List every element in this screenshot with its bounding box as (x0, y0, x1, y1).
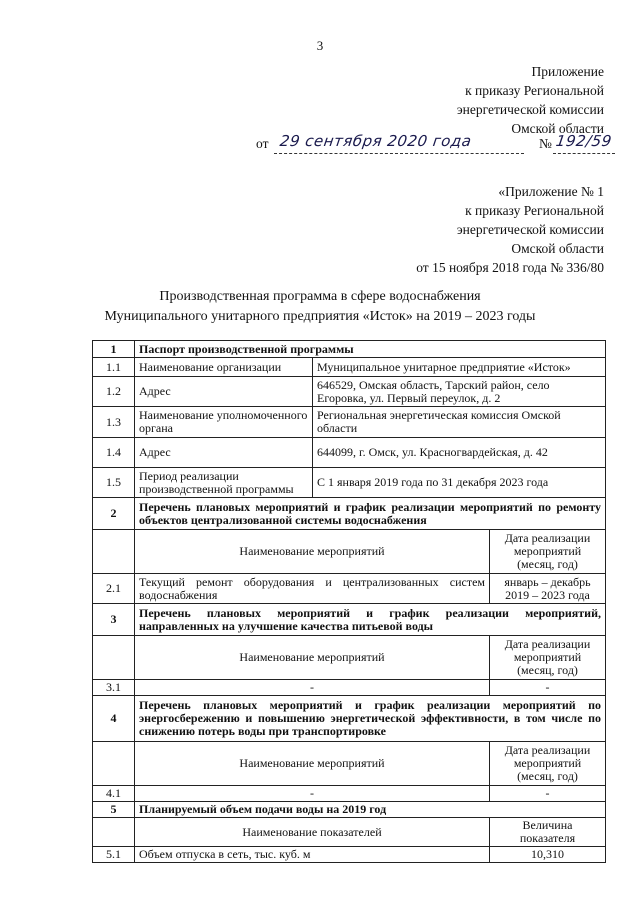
title-line: Производственная программа в сфере водоснабжения (159, 289, 481, 304)
table-row (93, 574, 606, 604)
empty-cell (93, 636, 135, 680)
row-label: Наименование организации (135, 358, 313, 377)
page-number: 3 (316, 38, 324, 53)
appendix-line: Омской области (511, 121, 604, 136)
table-row (93, 358, 606, 377)
table-row (93, 407, 606, 438)
row-number: 1.4 (93, 438, 135, 468)
row-number: 5.1 (93, 847, 135, 863)
table-row (93, 530, 606, 574)
empty-cell (93, 818, 135, 847)
table-row (93, 636, 606, 680)
row-label: Период реализации производственной программы (135, 468, 313, 498)
table-row (93, 818, 606, 847)
section-title: Паспорт производственной программы (135, 341, 606, 358)
table-row (93, 438, 606, 468)
document-title (0, 287, 640, 327)
column-header-date: Дата реализации мероприятий (месяц, год) (490, 636, 606, 680)
column-header-name: Наименование мероприятий (135, 530, 490, 574)
table-row (93, 341, 606, 358)
empty-cell (93, 742, 135, 786)
row-date: - (490, 786, 606, 802)
section-number: 5 (93, 802, 135, 818)
section-number: 4 (93, 696, 135, 742)
handwritten-number: 192/59 (554, 132, 614, 150)
table-row (93, 786, 606, 802)
row-value: С 1 января 2019 года по 31 декабря 2023 года (313, 468, 606, 498)
table-row (93, 742, 606, 786)
table-row (93, 377, 606, 407)
row-number: 2.1 (93, 574, 135, 604)
column-header-value: Величина показателя (490, 818, 606, 847)
table-row (93, 696, 606, 742)
appendix-line: энергетической комиссии (456, 102, 604, 117)
row-date: - (490, 680, 606, 696)
date-underline (274, 153, 524, 154)
number-label: № (539, 136, 552, 151)
row-date: январь – декабрь 2019 – 2023 года (490, 574, 606, 604)
row-name: Текущий ремонт оборудования и централизованных систем водоснабжения (135, 574, 490, 604)
table-row (93, 604, 606, 636)
section-title: Перечень плановых мероприятий и график реализации мероприятий, направленных на улучшение качества питьевой воды (135, 604, 606, 636)
appendix-header (457, 62, 604, 138)
section-number: 1 (93, 341, 135, 358)
handwritten-date: 29 сентября 2020 года (278, 132, 473, 150)
table-row (93, 468, 606, 498)
row-number: 1.5 (93, 468, 135, 498)
row-number: 1.1 (93, 358, 135, 377)
appendix-line: Омской области (511, 241, 604, 256)
section-title: Перечень плановых мероприятий и график реализации мероприятий по энергосбережению и повышению энергетической эффективности, в том числе по снижению потерь воды при транспортировке (135, 696, 606, 742)
table-row (93, 847, 606, 863)
row-value: Региональная энергетическая комиссия Омской области (313, 407, 606, 438)
row-value: Муниципальное унитарное предприятие «Исток» (313, 358, 606, 377)
title-line: Муниципального унитарного предприятия «Исток» на 2019 – 2023 годы (104, 309, 536, 324)
row-value: 644099, г. Омск, ул. Красногвардейская, д. 42 (313, 438, 606, 468)
table-row (93, 680, 606, 696)
section-number: 3 (93, 604, 135, 636)
row-label: Адрес (135, 377, 313, 407)
table-row (93, 802, 606, 818)
row-value: 10,310 (490, 847, 606, 863)
appendix-line: к приказу Региональной (465, 83, 604, 98)
empty-cell (93, 530, 135, 574)
row-name: Объем отпуска в сеть, тыс. куб. м (135, 847, 490, 863)
column-header-name: Наименование показателей (135, 818, 490, 847)
original-appendix-header (416, 182, 604, 277)
row-number: 4.1 (93, 786, 135, 802)
number-underline (553, 153, 615, 154)
column-header-name: Наименование мероприятий (135, 636, 490, 680)
order-date-line (256, 132, 616, 158)
row-number: 1.2 (93, 377, 135, 407)
section-title: Планируемый объем подачи воды на 2019 год (135, 802, 606, 818)
column-header-date: Дата реализации мероприятий (месяц, год) (490, 742, 606, 786)
appendix-line: от 15 ноября 2018 года № 336/80 (416, 260, 604, 275)
column-header-date: Дата реализации мероприятий (месяц, год) (490, 530, 606, 574)
section-title: Перечень плановых мероприятий и график реализации мероприятий по ремонту объектов централизованной системы водоснабжения (135, 498, 606, 530)
table-row (93, 498, 606, 530)
section-number: 2 (93, 498, 135, 530)
row-number: 3.1 (93, 680, 135, 696)
production-program-table (92, 340, 606, 863)
row-name: - (135, 680, 490, 696)
row-value: 646529, Омская область, Тарский район, село Егоровка, ул. Первый переулок, д. 2 (313, 377, 606, 407)
appendix-line: энергетической комиссии (456, 222, 604, 237)
row-number: 1.3 (93, 407, 135, 438)
column-header-name: Наименование мероприятий (135, 742, 490, 786)
row-label: Наименование уполномоченного органа (135, 407, 313, 438)
row-label: Адрес (135, 438, 313, 468)
appendix-line: «Приложение № 1 (498, 184, 604, 199)
appendix-line: к приказу Региональной (465, 203, 604, 218)
appendix-line: Приложение (531, 64, 604, 79)
row-name: - (135, 786, 490, 802)
from-label: от (256, 136, 269, 151)
